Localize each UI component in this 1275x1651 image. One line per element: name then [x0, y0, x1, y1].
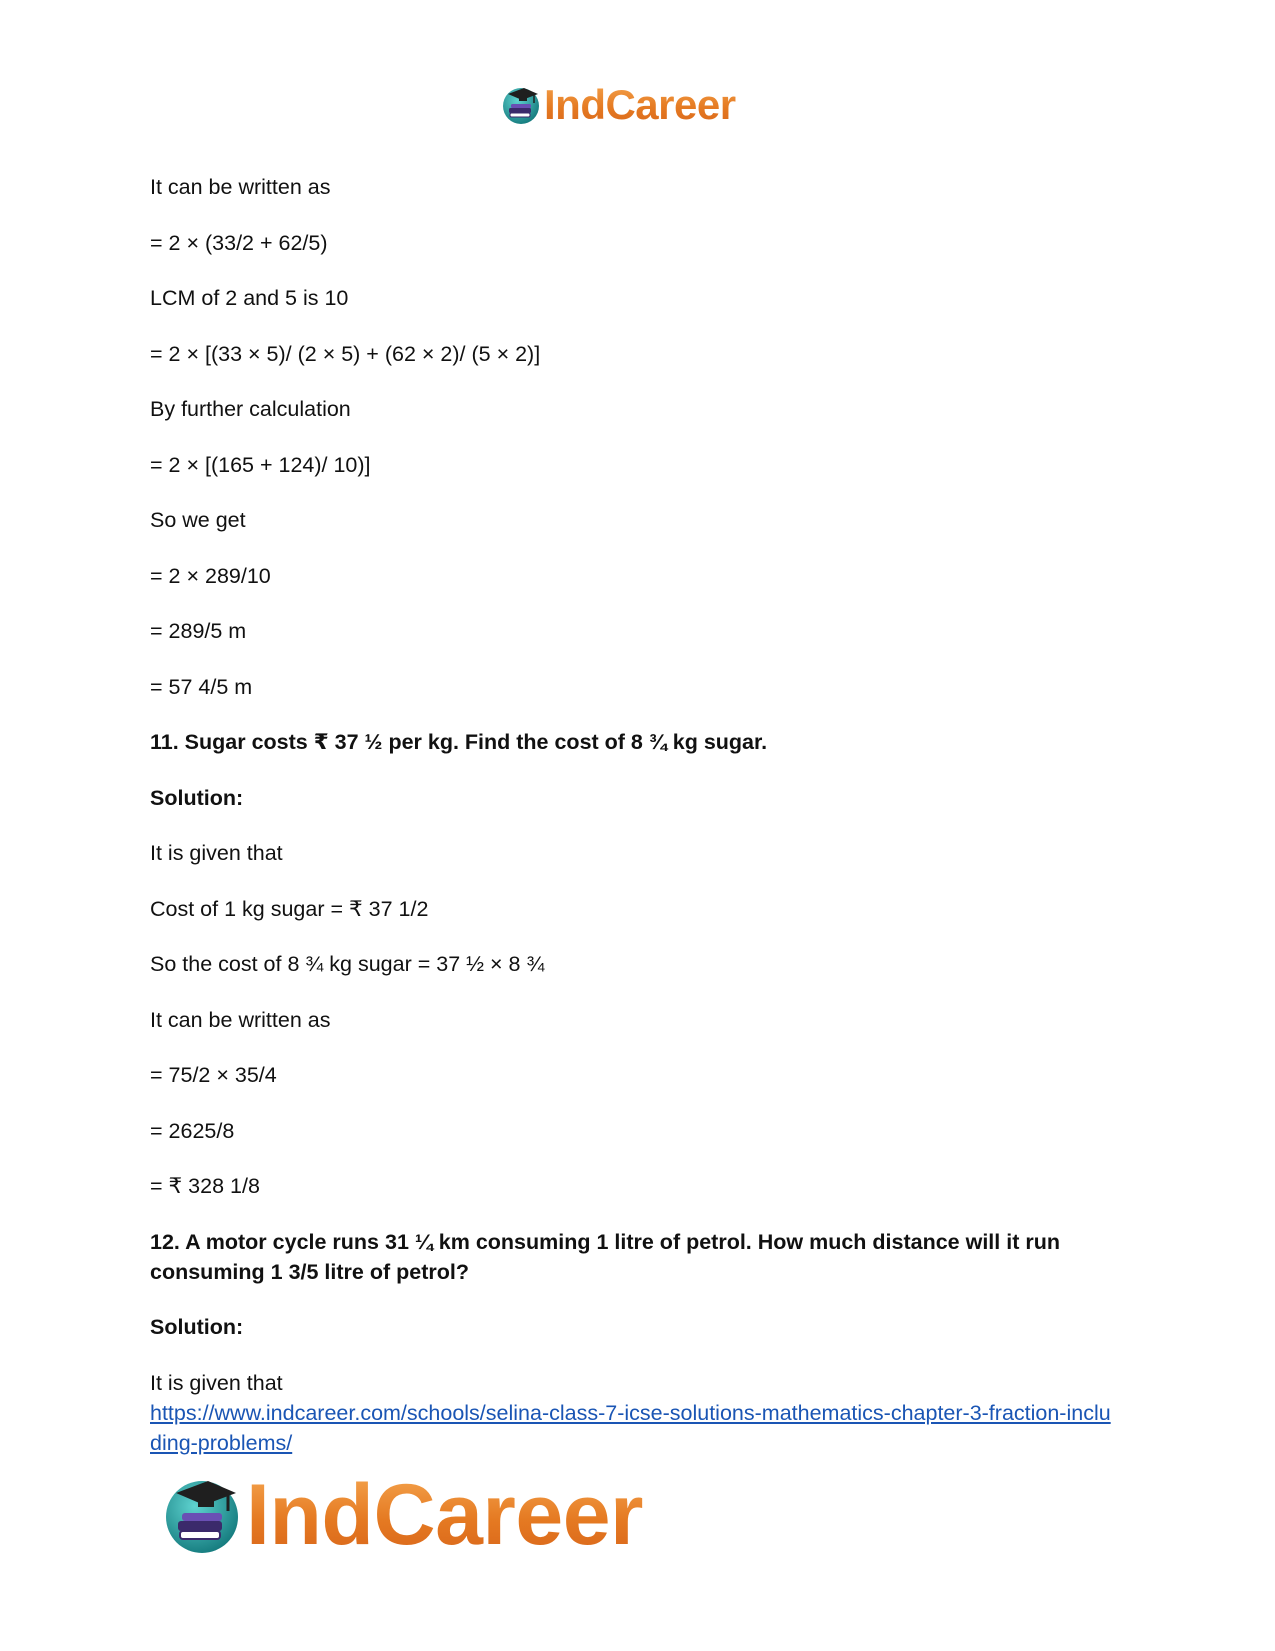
text-line: Cost of 1 kg sugar = ₹ 37 1/2	[150, 896, 429, 921]
footer-logo	[160, 1467, 643, 1563]
equation-line: = 2625/8	[150, 1118, 235, 1143]
solution-label: Solution:	[150, 785, 244, 810]
question-heading: 11. Sugar costs ₹ 37 ½ per kg. Find the cost of 8 ¾ kg sugar.	[150, 730, 768, 754]
text-line: It is given that	[150, 1370, 283, 1395]
text-line: By further calculation	[150, 397, 351, 421]
equation-line: = 2 × [(33 × 5)/ (2 × 5) + (62 × 2)/ (5 × 2)]	[150, 341, 541, 366]
text-line: It can be written as	[150, 175, 331, 199]
source-link[interactable]: https://www.indcareer.com/schools/selina-class-7-icse-solutions-mathematics-chapter-3-fraction-including-problems/	[150, 1400, 1111, 1455]
graduation-cap-books-globe-icon	[500, 84, 542, 126]
question-heading: 12. A motor cycle runs 31 ¼ km consuming 1 litre of petrol. How much distance will it run consuming 1 3/5 litre of petrol?	[150, 1229, 1060, 1284]
text-line: So the cost of 8 ¾ kg sugar = 37 ½ × 8 ¾	[150, 952, 545, 976]
equation-line: = ₹ 328 1/8	[150, 1174, 260, 1198]
text-line: LCM of 2 and 5 is 10	[150, 286, 349, 310]
text-line: It can be written as	[150, 1007, 331, 1032]
solution-label: Solution:	[150, 1315, 244, 1339]
text-line: So we get	[150, 508, 246, 532]
footer-logo-text: IndCareer	[246, 1467, 643, 1563]
document-body	[150, 172, 1130, 1458]
equation-line: = 2 × [(165 + 124)/ 10)]	[150, 452, 371, 477]
text-line: It is given that	[150, 841, 283, 865]
equation-line: = 2 × (33/2 + 62/5)	[150, 230, 328, 255]
header-logo	[500, 80, 736, 130]
graduation-cap-books-globe-icon	[160, 1473, 244, 1557]
equation-line: = 57 4/5 m	[150, 674, 253, 699]
equation-line: = 2 × 289/10	[150, 563, 271, 588]
equation-line: = 75/2 × 35/4	[150, 1063, 277, 1087]
header-logo-text: IndCareer	[544, 81, 736, 128]
equation-line: = 289/5 m	[150, 619, 247, 643]
